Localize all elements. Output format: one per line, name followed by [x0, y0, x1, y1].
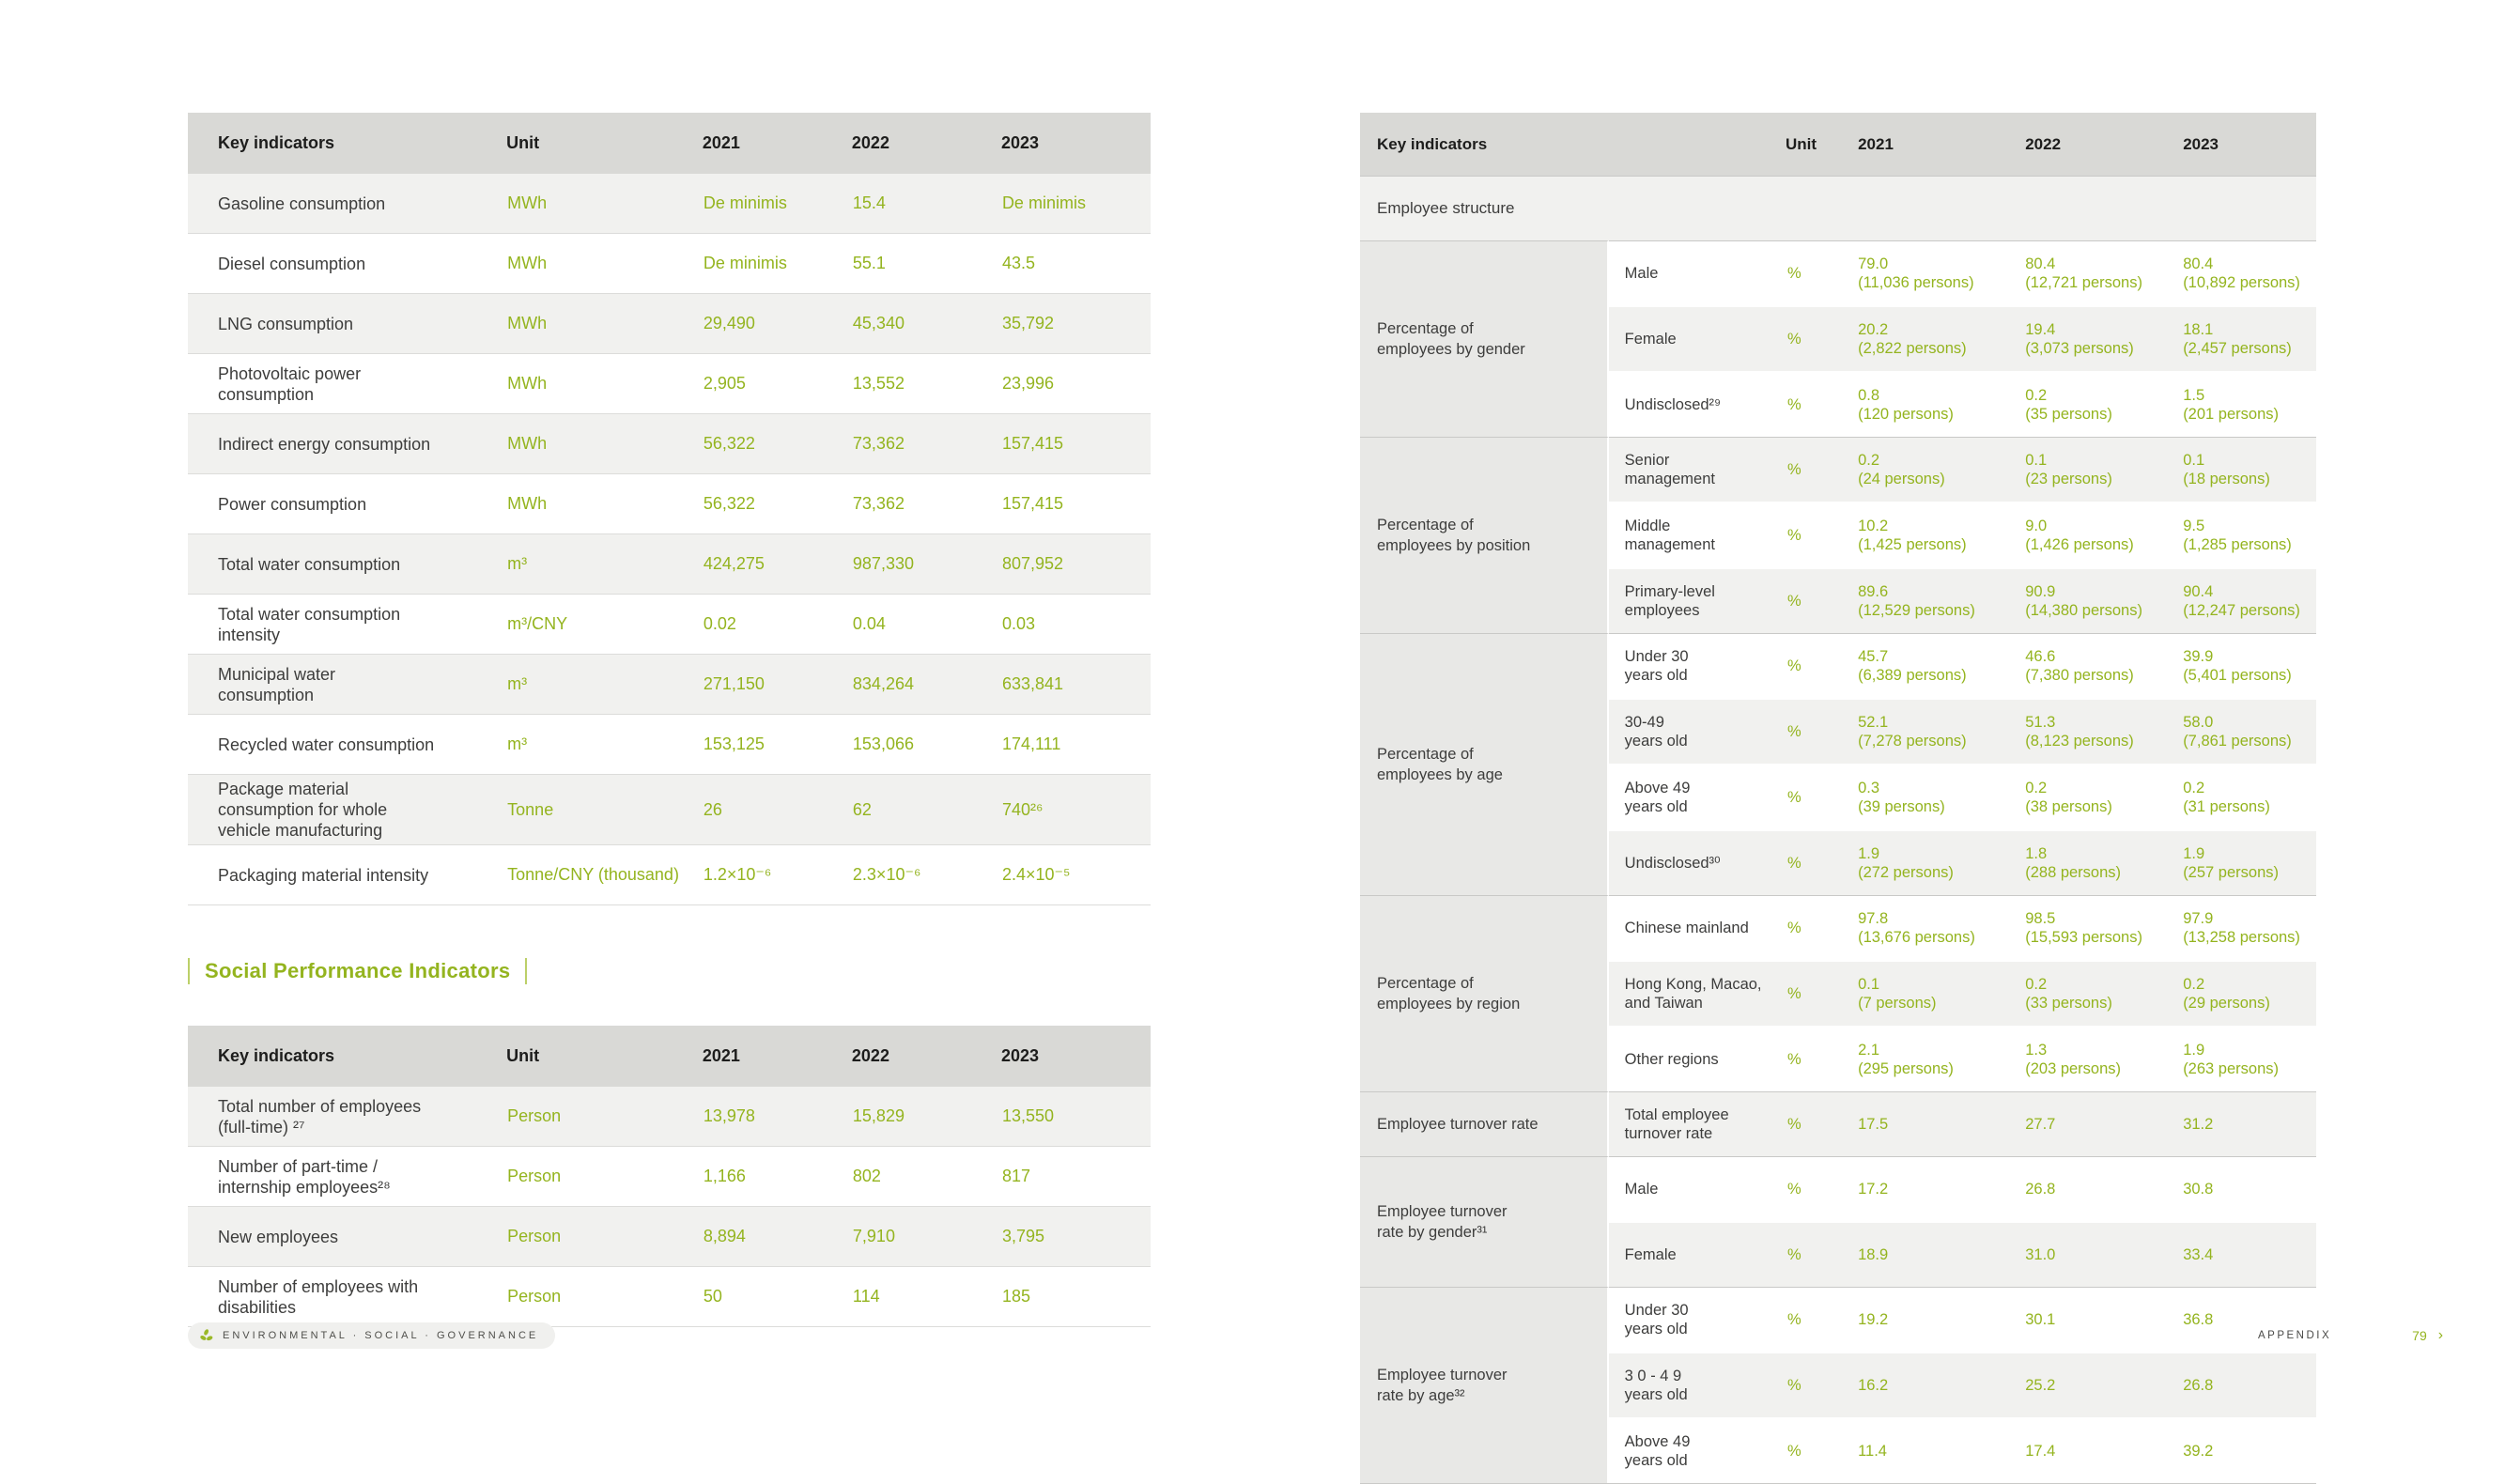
value-cell-2021: 271,150 — [703, 654, 852, 714]
table-row — [188, 1087, 1151, 1146]
value-cell-2022: 0.1 (23 persons) — [2010, 437, 2168, 502]
indicator-label: Recycled water consumption — [188, 714, 506, 774]
column-header: Unit — [1786, 113, 1843, 176]
value-cell-2021: 29,490 — [703, 293, 852, 353]
indicator-sublabel: Under 30 years old — [1609, 633, 1786, 698]
unit-cell: MWh — [506, 353, 703, 413]
indicator-label: Photovoltaic power consumption — [188, 353, 506, 413]
value-cell-2023: 157,415 — [1001, 473, 1151, 533]
table-row — [1360, 1091, 2316, 1156]
value-cell-2023: 0.2 (31 persons) — [2168, 764, 2316, 829]
unit-cell: MWh — [506, 233, 703, 293]
esg-footer-badge — [188, 1322, 555, 1349]
unit-cell: m³ — [506, 654, 703, 714]
social-performance-indicators-table — [188, 1026, 1151, 1327]
value-cell-2023: 0.03 — [1001, 594, 1151, 654]
value-cell-2022: 30.1 — [2010, 1287, 2168, 1352]
value-cell-2022: 1.3 (203 persons) — [2010, 1026, 2168, 1091]
indicator-sublabel: Other regions — [1609, 1026, 1786, 1091]
value-cell-2022: 153,066 — [852, 714, 1001, 774]
table-row — [188, 1266, 1151, 1326]
value-cell-2022: 0.2 (33 persons) — [2010, 960, 2168, 1026]
indicator-label: Package material consumption for whole vehicle manufacturing — [188, 774, 506, 844]
indicator-sublabel: Undisclosed³⁰ — [1609, 829, 1786, 895]
value-cell-2021: 0.1 (7 persons) — [1843, 960, 2010, 1026]
indicator-label: Number of part-time / internship employees²⁸ — [188, 1146, 506, 1206]
value-cell-2023: 33.4 — [2168, 1221, 2316, 1287]
header-row — [188, 113, 1151, 174]
indicator-sublabel: Hong Kong, Macao, and Taiwan — [1609, 960, 1786, 1026]
value-cell-2022: 834,264 — [852, 654, 1001, 714]
unit-cell: % — [1786, 1417, 1843, 1483]
value-cell-2021: 79.0 (11,036 persons) — [1843, 240, 2010, 305]
value-cell-2022: 80.4 (12,721 persons) — [2010, 240, 2168, 305]
value-cell-2022: 73,362 — [852, 473, 1001, 533]
value-cell-2021: 2.1 (295 persons) — [1843, 1026, 2010, 1091]
value-cell-2022: 17.4 — [2010, 1417, 2168, 1483]
value-cell-2023: 1.9 (257 persons) — [2168, 829, 2316, 895]
value-cell-2022: 2.3×10⁻⁶ — [852, 844, 1001, 904]
indicator-label: Indirect energy consumption — [188, 413, 506, 473]
group-label: Percentage of employees by age — [1360, 633, 1609, 895]
value-cell-2023: 30.8 — [2168, 1156, 2316, 1221]
indicator-sublabel: Female — [1609, 1221, 1786, 1287]
unit-cell: % — [1786, 764, 1843, 829]
table-row — [188, 714, 1151, 774]
indicator-label: Municipal water consumption — [188, 654, 506, 714]
value-cell-2021: 20.2 (2,822 persons) — [1843, 305, 2010, 371]
value-cell-2021: 1.2×10⁻⁶ — [703, 844, 852, 904]
value-cell-2021: 16.2 — [1843, 1352, 2010, 1417]
value-cell-2022: 46.6 (7,380 persons) — [2010, 633, 2168, 698]
table-row — [188, 774, 1151, 844]
footer-section-label: APPENDIX — [2258, 1330, 2332, 1341]
unit-cell: MWh — [506, 473, 703, 533]
unit-cell: % — [1786, 240, 1843, 305]
value-cell-2021: 56,322 — [703, 473, 852, 533]
table-row — [188, 844, 1151, 904]
table-row — [1360, 176, 2316, 240]
value-cell-2022: 0.2 (35 persons) — [2010, 371, 2168, 437]
value-cell-2021: De minimis — [703, 193, 787, 212]
table-row — [188, 473, 1151, 533]
value-cell-2022: 27.7 — [2010, 1091, 2168, 1156]
value-cell-2021: 19.2 — [1843, 1287, 2010, 1352]
value-cell-2021: 0.8 (120 persons) — [1843, 371, 2010, 437]
footer-pagination — [2258, 1322, 2443, 1349]
indicator-sublabel: Middle management — [1609, 502, 1786, 567]
group-label: Employee turnover rate by gender³¹ — [1360, 1156, 1609, 1287]
section-title-social-performance — [188, 958, 1151, 984]
table-row — [188, 1146, 1151, 1206]
value-cell-2022: 98.5 (15,593 persons) — [2010, 895, 2168, 960]
value-cell-2023: 39.9 (5,401 persons) — [2168, 633, 2316, 698]
indicator-label: LNG consumption — [188, 293, 506, 353]
right-page-column — [1360, 113, 2316, 1484]
indicator-label: Diesel consumption — [188, 233, 506, 293]
table-row — [1360, 1287, 2316, 1352]
indicator-label: Power consumption — [188, 473, 506, 533]
value-cell-2023: 18.1 (2,457 persons) — [2168, 305, 2316, 371]
title-bar-left — [188, 958, 190, 984]
unit-cell: % — [1786, 371, 1843, 437]
table-row — [188, 594, 1151, 654]
table-row — [188, 233, 1151, 293]
unit-cell: m³/CNY — [506, 594, 703, 654]
value-cell-2022: 0.04 — [852, 594, 1001, 654]
value-cell-2021: 0.3 (39 persons) — [1843, 764, 2010, 829]
value-cell-2023: 36.8 — [2168, 1287, 2316, 1352]
unit-cell: Person — [507, 1106, 562, 1125]
indicator-label: Total water consumption — [188, 533, 506, 594]
value-cell-2022: 26.8 — [2010, 1156, 2168, 1221]
value-cell-2023: 0.2 (29 persons) — [2168, 960, 2316, 1026]
value-cell-2021: 17.2 — [1843, 1156, 2010, 1221]
value-cell-2021: 10.2 (1,425 persons) — [1843, 502, 2010, 567]
value-cell-2023: 39.2 — [2168, 1417, 2316, 1483]
table-row — [1360, 895, 2316, 960]
section-row-label: Employee structure — [1360, 176, 2316, 240]
indicator-label: Gasoline consumption — [218, 193, 386, 213]
indicator-sublabel: 30-49 years old — [1609, 698, 1786, 764]
value-cell-2021: 97.8 (13,676 persons) — [1843, 895, 2010, 960]
value-cell-2021: 17.5 — [1843, 1091, 2010, 1156]
table-row — [188, 533, 1151, 594]
indicator-label: Number of employees with disabilities — [188, 1266, 506, 1326]
group-label: Percentage of employees by region — [1360, 895, 1609, 1091]
section-title-text: Social Performance Indicators — [205, 959, 511, 982]
footer-brand-text: ENVIRONMENTAL · SOCIAL · GOVERNANCE — [223, 1330, 539, 1341]
indicator-sublabel: Male — [1609, 240, 1786, 305]
unit-cell: % — [1786, 1091, 1843, 1156]
value-cell-2023: 31.2 — [2168, 1091, 2316, 1156]
value-cell-2023: 43.5 — [1001, 233, 1151, 293]
column-header: 2021 — [703, 113, 852, 174]
header-row — [1360, 113, 2316, 176]
indicator-sublabel: Chinese mainland — [1609, 895, 1786, 960]
header-row — [188, 1026, 1151, 1087]
indicator-sublabel: Male — [1609, 1156, 1786, 1221]
table-row — [1360, 1156, 2316, 1221]
value-cell-2021: 1,166 — [703, 1146, 852, 1206]
value-cell-2021: 13,978 — [703, 1106, 755, 1125]
unit-cell: % — [1786, 502, 1843, 567]
unit-cell: Person — [506, 1146, 703, 1206]
unit-cell: MWh — [506, 413, 703, 473]
value-cell-2022: 62 — [852, 774, 1001, 844]
unit-cell: Person — [506, 1266, 703, 1326]
column-header: 2021 — [703, 1026, 852, 1087]
value-cell-2023: 174,111 — [1001, 714, 1151, 774]
value-cell-2021: 153,125 — [703, 714, 852, 774]
indicator-sublabel: Under 30 years old — [1609, 1287, 1786, 1352]
group-label: Employee turnover rate by age³² — [1360, 1287, 1609, 1483]
column-header: Key indicators — [188, 113, 506, 174]
value-cell-2022: 987,330 — [852, 533, 1001, 594]
value-cell-2023: 3,795 — [1001, 1206, 1151, 1266]
value-cell-2021: 45.7 (6,389 persons) — [1843, 633, 2010, 698]
value-cell-2023: 157,415 — [1001, 413, 1151, 473]
table-row — [188, 174, 1151, 233]
column-header: Unit — [506, 1026, 703, 1087]
value-cell-2023: 1.5 (201 persons) — [2168, 371, 2316, 437]
value-cell-2023: 26.8 — [2168, 1352, 2316, 1417]
value-cell-2022: 73,362 — [852, 413, 1001, 473]
indicator-label: New employees — [188, 1206, 506, 1266]
column-header: Key indicators — [1360, 113, 1786, 176]
unit-cell: % — [1786, 1026, 1843, 1091]
indicator-sublabel: Above 49 years old — [1609, 764, 1786, 829]
indicator-sublabel: Undisclosed²⁹ — [1609, 371, 1786, 437]
table-row — [1360, 437, 2316, 502]
value-cell-2023: 807,952 — [1001, 533, 1151, 594]
unit-cell: % — [1786, 1156, 1843, 1221]
unit-cell: % — [1786, 1352, 1843, 1417]
value-cell-2021: 2,905 — [703, 353, 852, 413]
value-cell-2023: 185 — [1001, 1266, 1151, 1326]
unit-cell: Tonne/CNY (thousand) — [506, 844, 703, 904]
value-cell-2021: 11.4 — [1843, 1417, 2010, 1483]
column-header: 2022 — [852, 113, 1001, 174]
leaf-logo-icon — [199, 1328, 214, 1343]
value-cell-2022: 25.2 — [2010, 1352, 2168, 1417]
indicator-sublabel: Above 49 years old — [1609, 1417, 1786, 1483]
value-cell-2021: 89.6 (12,529 persons) — [1843, 567, 2010, 633]
unit-cell: % — [1786, 437, 1843, 502]
table-row — [188, 293, 1151, 353]
unit-cell: % — [1786, 1287, 1843, 1352]
environmental-indicators-table — [188, 113, 1151, 905]
value-cell-2021: 424,275 — [703, 533, 852, 594]
value-cell-2022: 9.0 (1,426 persons) — [2010, 502, 2168, 567]
value-cell-2022: 1.8 (288 persons) — [2010, 829, 2168, 895]
value-cell-2021: 18.9 — [1843, 1221, 2010, 1287]
value-cell-2023: 23,996 — [1001, 353, 1151, 413]
unit-cell: MWh — [506, 293, 703, 353]
value-cell-2023: 0.1 (18 persons) — [2168, 437, 2316, 502]
value-cell-2022: 0.2 (38 persons) — [2010, 764, 2168, 829]
value-cell-2023: 740²⁶ — [1001, 774, 1151, 844]
table-row — [1360, 240, 2316, 305]
column-header: 2022 — [2010, 113, 2168, 176]
value-cell-2022: 45,340 — [852, 293, 1001, 353]
table-row — [188, 353, 1151, 413]
unit-cell: m³ — [506, 533, 703, 594]
value-cell-2021: 52.1 (7,278 persons) — [1843, 698, 2010, 764]
value-cell-2023: 97.9 (13,258 persons) — [2168, 895, 2316, 960]
column-header: 2023 — [1001, 113, 1151, 174]
unit-cell: Tonne — [506, 774, 703, 844]
unit-cell: % — [1786, 895, 1843, 960]
value-cell-2022: 55.1 — [852, 233, 1001, 293]
group-label: Employee turnover rate — [1360, 1091, 1609, 1156]
value-cell-2023: 817 — [1001, 1146, 1151, 1206]
column-header: 2023 — [2168, 113, 2316, 176]
value-cell-2021: De minimis — [703, 233, 852, 293]
value-cell-2022: 19.4 (3,073 persons) — [2010, 305, 2168, 371]
column-header: 2023 — [1001, 1026, 1151, 1087]
employee-structure-table — [1360, 113, 2316, 1484]
value-cell-2022: 31.0 — [2010, 1221, 2168, 1287]
value-cell-2023: 2.4×10⁻⁵ — [1001, 844, 1151, 904]
unit-cell: m³ — [506, 714, 703, 774]
indicator-label: Total water consumption intensity — [188, 594, 506, 654]
unit-cell: % — [1786, 305, 1843, 371]
page-number: 79 — [2412, 1328, 2427, 1343]
value-cell-2022: 802 — [852, 1146, 1001, 1206]
next-page-chevron-icon[interactable]: › — [2437, 1327, 2444, 1343]
indicator-sublabel: Primary-level employees — [1609, 567, 1786, 633]
value-cell-2022: 90.9 (14,380 persons) — [2010, 567, 2168, 633]
unit-cell: % — [1786, 567, 1843, 633]
value-cell-2022: 51.3 (8,123 persons) — [2010, 698, 2168, 764]
unit-cell: MWh — [507, 193, 548, 212]
value-cell-2023: 90.4 (12,247 persons) — [2168, 567, 2316, 633]
value-cell-2022: 15.4 — [852, 193, 886, 212]
value-cell-2021: 0.2 (24 persons) — [1843, 437, 2010, 502]
value-cell-2021: 1.9 (272 persons) — [1843, 829, 2010, 895]
left-page-column — [188, 113, 1151, 1327]
indicator-label: Packaging material intensity — [188, 844, 506, 904]
value-cell-2023: 35,792 — [1001, 293, 1151, 353]
value-cell-2021: 8,894 — [703, 1206, 852, 1266]
group-label: Percentage of employees by position — [1360, 437, 1609, 633]
table-row — [188, 654, 1151, 714]
indicator-sublabel: Female — [1609, 305, 1786, 371]
value-cell-2023: 13,550 — [1001, 1106, 1054, 1125]
value-cell-2023: 1.9 (263 persons) — [2168, 1026, 2316, 1091]
value-cell-2021: 50 — [703, 1266, 852, 1326]
indicator-label: Total number of employees (full-time) ²⁷ — [218, 1096, 422, 1136]
group-label: Percentage of employees by gender — [1360, 240, 1609, 437]
value-cell-2022: 13,552 — [852, 353, 1001, 413]
column-header: 2021 — [1843, 113, 2010, 176]
table-row — [188, 413, 1151, 473]
value-cell-2023: De minimis — [1001, 193, 1086, 212]
unit-cell: % — [1786, 633, 1843, 698]
column-header: Key indicators — [188, 1026, 506, 1087]
unit-cell: % — [1786, 698, 1843, 764]
title-bar-right — [525, 958, 527, 984]
value-cell-2022: 7,910 — [852, 1206, 1001, 1266]
indicator-sublabel: Total employee turnover rate — [1609, 1091, 1786, 1156]
value-cell-2021: 0.02 — [703, 594, 852, 654]
unit-cell: % — [1786, 960, 1843, 1026]
value-cell-2022: 114 — [852, 1266, 1001, 1326]
value-cell-2022: 15,829 — [852, 1106, 905, 1125]
unit-cell: % — [1786, 829, 1843, 895]
table-row — [1360, 633, 2316, 698]
unit-cell: Person — [506, 1206, 703, 1266]
value-cell-2021: 56,322 — [703, 413, 852, 473]
value-cell-2023: 9.5 (1,285 persons) — [2168, 502, 2316, 567]
value-cell-2023: 80.4 (10,892 persons) — [2168, 240, 2316, 305]
column-header: 2022 — [852, 1026, 1001, 1087]
value-cell-2021: 26 — [703, 774, 852, 844]
column-header: Unit — [506, 113, 703, 174]
value-cell-2023: 633,841 — [1001, 654, 1151, 714]
indicator-sublabel: Senior management — [1609, 437, 1786, 502]
value-cell-2023: 58.0 (7,861 persons) — [2168, 698, 2316, 764]
indicator-sublabel: 3 0 - 4 9 years old — [1609, 1352, 1786, 1417]
unit-cell: % — [1786, 1221, 1843, 1287]
table-row — [188, 1206, 1151, 1266]
